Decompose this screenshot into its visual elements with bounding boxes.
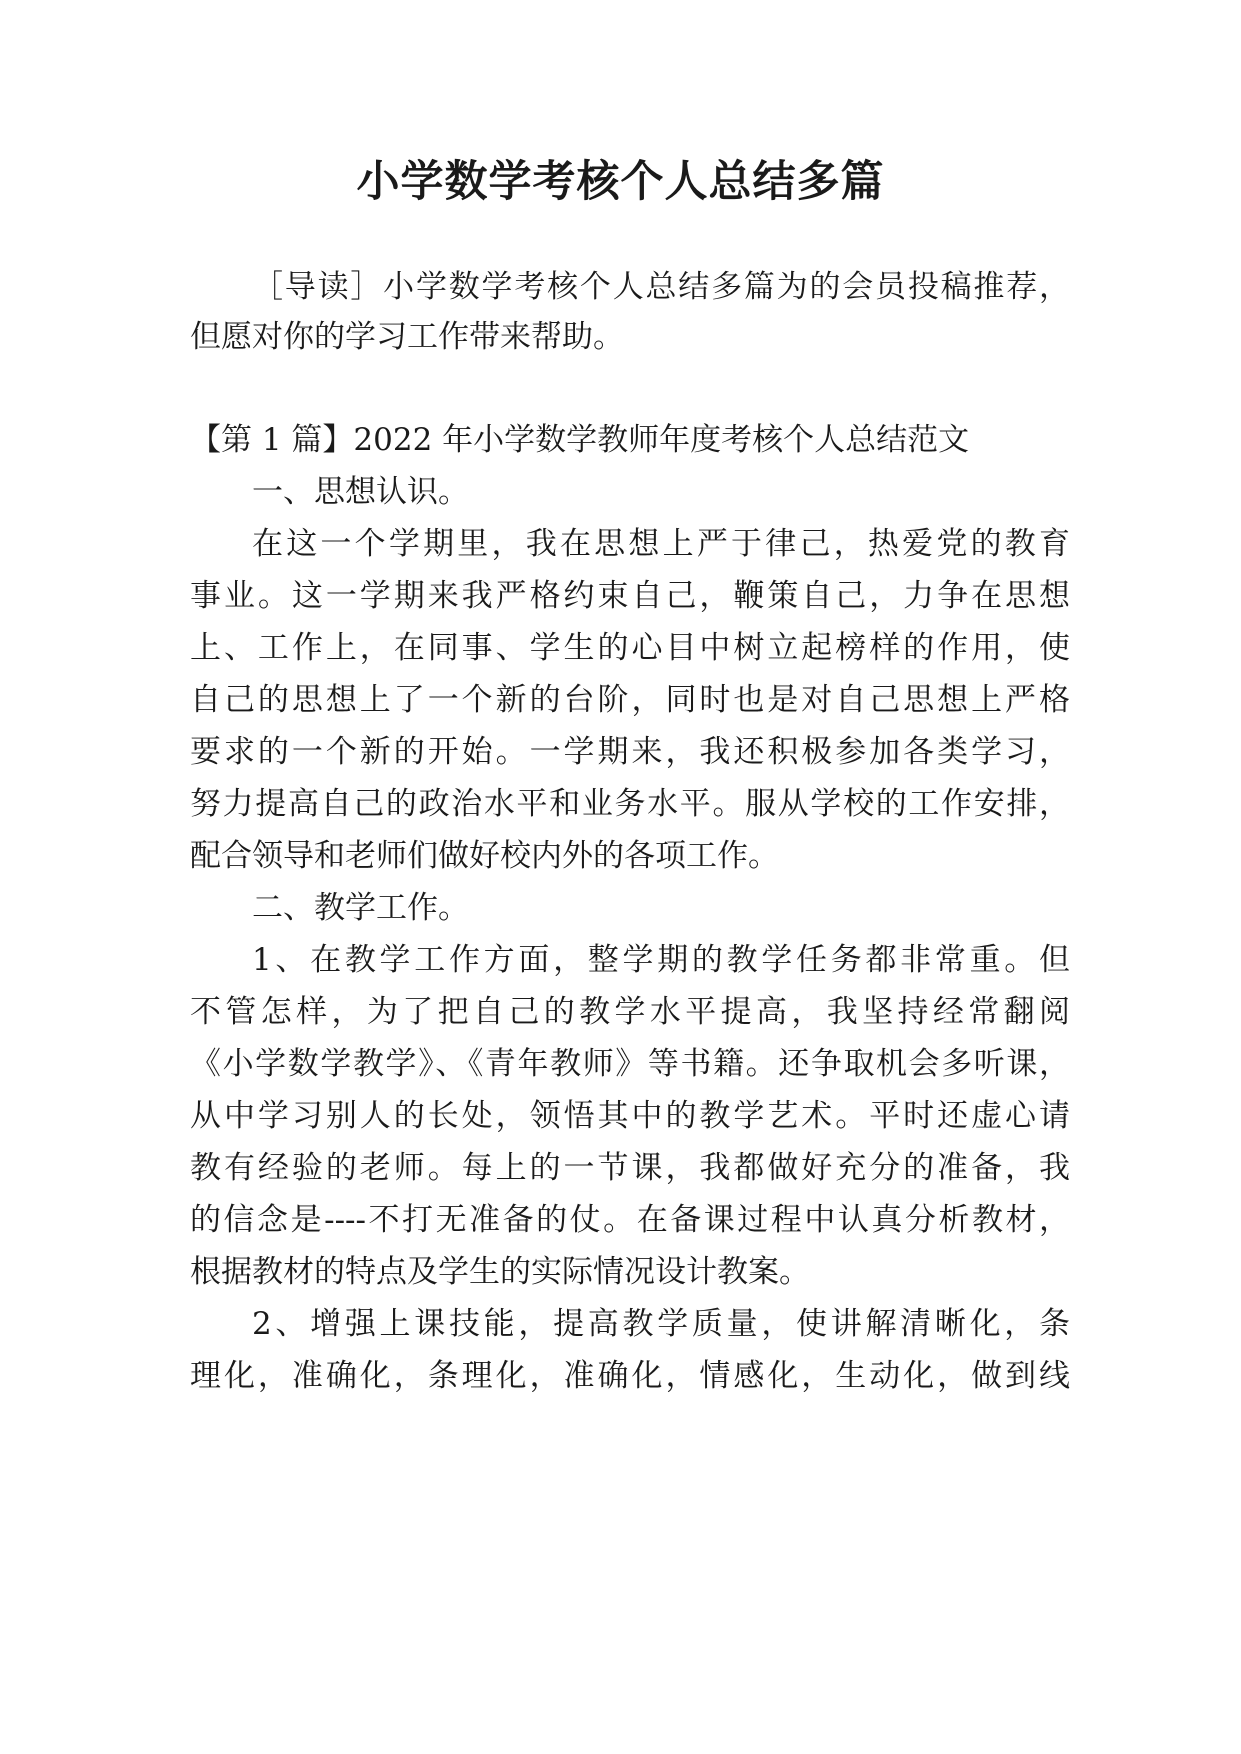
section-1-line-1: 在这一个学期里，我在思想上严于律己，热爱党的教育 — [252, 526, 1070, 562]
section-2-item-2-line-1: 2、增强上课技能，提高教学质量，使讲解清晰化，条 — [252, 1306, 1070, 1342]
section-1-line-4: 自己的思想上了一个新的台阶，同时也是对自己思想上严格 — [190, 682, 1070, 718]
section-1-line-6: 努力提高自己的政治水平和业务水平。服从学校的工作安排， — [190, 786, 1070, 822]
section-1-line-2: 事业。这一学期来我严格约束自己，鞭策自己，力争在思想 — [190, 578, 1070, 614]
section-2-item-1-line-1: 1、在教学工作方面，整学期的教学任务都非常重。但 — [252, 942, 1070, 978]
section-2-item-1-line-2: 不管怎样，为了把自己的教学水平提高，我坚持经常翻阅 — [190, 994, 1070, 1030]
intro-line-1: ［导读］小学数学考核个人总结多篇为的会员投稿推荐， — [252, 269, 1070, 305]
section-2-item-1-line-7: 根据教材的特点及学生的实际情况设计教案。 — [190, 1254, 810, 1290]
section-1-heading: 一、思想认识。 — [252, 474, 469, 510]
section-1-line-3: 上、工作上，在同事、学生的心目中树立起榜样的作用，使 — [190, 630, 1070, 666]
document-title: 小学数学考核个人总结多篇 — [356, 157, 885, 207]
section-1-line-7: 配合领导和老师们做好校内外的各项工作。 — [190, 838, 779, 874]
section-2-heading: 二、教学工作。 — [252, 890, 469, 926]
section-1-line-5: 要求的一个新的开始。一学期来，我还积极参加各类学习， — [190, 734, 1070, 770]
section-2-item-1-line-3: 《小学数学教学》、《青年教师》等书籍。还争取机会多听课， — [190, 1046, 1070, 1082]
section-2-item-1-line-4: 从中学习别人的长处，领悟其中的教学艺术。平时还虚心请 — [190, 1098, 1070, 1134]
section-2-item-1-line-5: 教有经验的老师。每上的一节课，我都做好充分的准备，我 — [190, 1150, 1070, 1186]
article-heading: 【第 1 篇】2022 年小学数学教师年度考核个人总结范文 — [190, 422, 970, 458]
section-2-item-1-line-6: 的信念是----不打无准备的仗。在备课过程中认真分析教材， — [190, 1202, 1070, 1238]
section-2-item-2-line-2: 理化，准确化，条理化，准确化，情感化，生动化，做到线 — [190, 1358, 1070, 1394]
intro-line-2: 但愿对你的学习工作带来帮助。 — [190, 319, 624, 355]
